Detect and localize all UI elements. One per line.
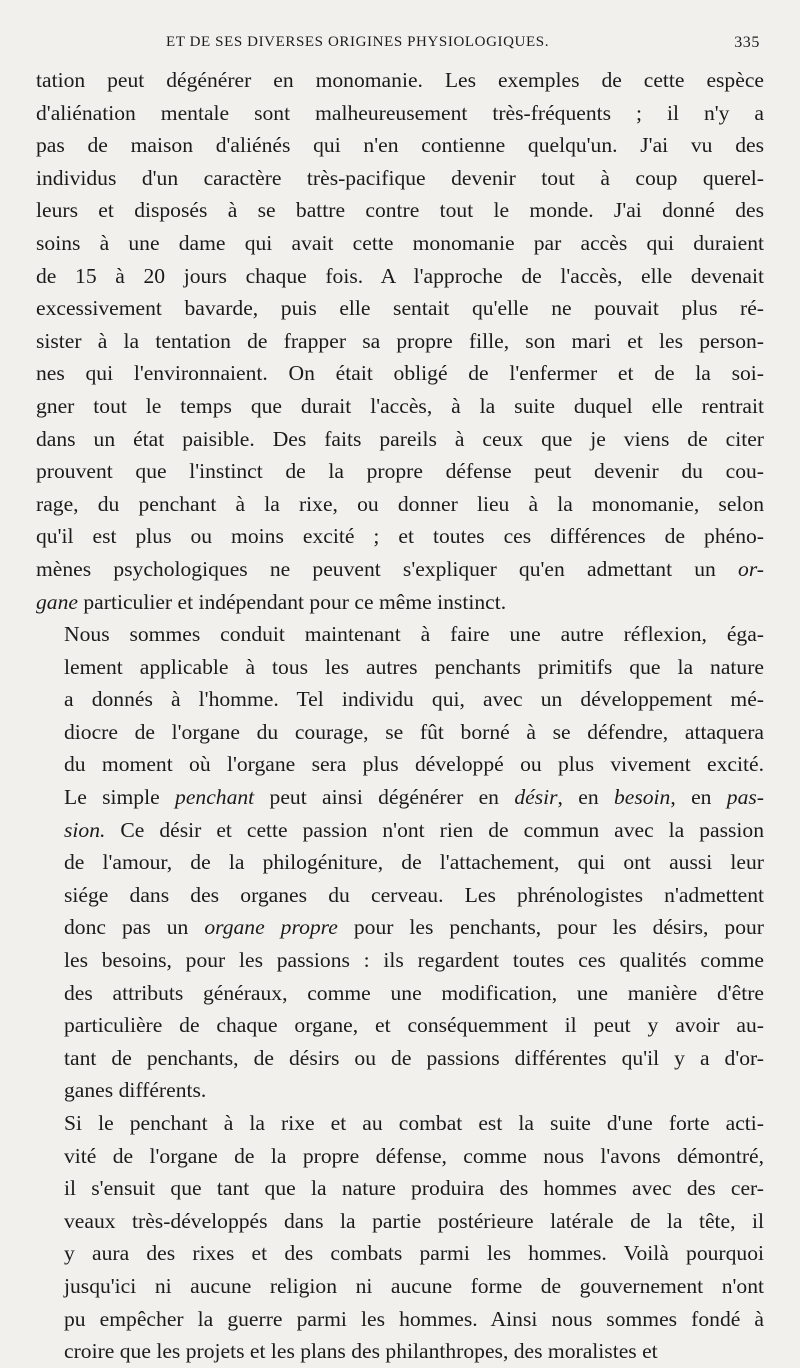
running-header [36, 28, 764, 64]
text-line: de 15 à 20 jours chaque fois. A l'approche de l'accès, elle devenait [36, 263, 764, 288]
italic-word: organe propre [204, 915, 338, 940]
text-line: individus d'un caractère très-pacifique devenir tout à coup querel- [36, 165, 764, 190]
text-line: de l'amour, de la philogéniture, de l'attachement, qui ont aussi leur [64, 850, 764, 875]
text-line: particulière de chaque organe, et conséquemment il peut y avoir au- [64, 1013, 764, 1038]
text-line: tation peut dégénérer en monomanie. Les exemples de cette espèce [36, 68, 764, 92]
text-line: pas de maison d'aliénés qui n'en contienne quelqu'un. J'ai vu des [36, 133, 764, 158]
text-line: Si le penchant à la rixe et au combat est la suite d'une forte acti- [64, 1111, 764, 1135]
italic-word: besoin [613, 785, 671, 810]
italic-word: pas- [726, 785, 764, 810]
text-line: qu'il est plus ou moins excité ; et toutes ces différences de phéno- [36, 524, 764, 549]
text-line: rage, du penchant à la rixe, ou donner lieu à la monomanie, selon [36, 491, 764, 516]
text-line: jusqu'ici ni aucune religion ni aucune forme de gouvernement n'ont [64, 1273, 764, 1298]
text-line: ganes différents. [64, 1078, 207, 1103]
text-line: du moment où l'organe sera plus développé ou plus vivement excité. [64, 752, 764, 777]
text-line: dans un état paisible. Des faits pareils à ceux que je viens de citer [36, 426, 764, 451]
text-line: excessivement bavarde, puis elle sentait qu'elle ne pouvait plus ré- [36, 296, 764, 321]
text-line: veaux très-développés dans la partie postérieure latérale de la tête, il [64, 1208, 764, 1233]
text-line: sion. Ce désir et cette passion n'ont rien de commun avec la passion [64, 817, 764, 842]
paragraph [36, 618, 764, 1107]
text-line: nes qui l'environnaient. On était obligé de l'enfermer et de la soi- [36, 361, 764, 386]
text-line: sister à la tentation de frapper sa propre fille, son mari et les person- [36, 328, 764, 353]
text-line: vité de l'organe de la propre défense, comme nous l'avons démontré, [64, 1143, 764, 1168]
text-line: lement applicable à tous les autres penchants primitifs que la nature [64, 654, 764, 679]
text-line: prouvent que l'instinct de la propre défense peut devenir du cou- [36, 459, 764, 484]
italic-word: désir [514, 785, 558, 810]
text-line: soins à une dame qui avait cette monomanie par accès qui duraient [36, 230, 764, 255]
text-line: Le simple penchant peut ainsi dégénérer en désir, en besoin, en pas- [64, 785, 764, 810]
italic-word: gane [36, 589, 78, 614]
text-line: gner tout le temps que durait l'accès, à la suite duquel elle rentrait [36, 393, 764, 418]
text-line: d'aliénation mentale sont malheureusement très-fréquents ; il n'y a [36, 100, 764, 125]
text-line: diocre de l'organe du courage, se fût borné à se défendre, attaquera [64, 719, 764, 744]
text-line: des attributs généraux, comme une modification, une manière d'être [64, 980, 764, 1005]
text-line: siége dans des organes du cerveau. Les phrénologistes n'admettent [64, 882, 764, 907]
text-line: mènes psychologiques ne peuvent s'expliquer qu'en admettant un or- [36, 556, 764, 581]
text-line: tant de penchants, de désirs ou de passions différentes qu'il y a d'or- [64, 1045, 764, 1070]
text-line: leurs et disposés à se battre contre tout le monde. J'ai donné des [36, 198, 764, 223]
running-title: ET DE SES DIVERSES ORIGINES PHYSIOLOGIQUES. [166, 34, 550, 50]
page-number: 335 [734, 34, 760, 51]
paragraph [36, 1107, 764, 1368]
text-line: y aura des rixes et des combats parmi les hommes. Voilà pourquoi [64, 1241, 764, 1266]
text-line: les besoins, pour les passions : ils regardent toutes ces qualités comme [64, 948, 764, 973]
body-text [36, 64, 764, 1368]
text-line: donc pas un organe propre pour les penchants, pour les désirs, pour [64, 915, 764, 940]
text-line: pu empêcher la guerre parmi les hommes. Ainsi nous sommes fondé à [64, 1306, 764, 1331]
italic-word: or- [738, 556, 764, 581]
text-line: il s'ensuit que tant que la nature produira des hommes avec des cer- [64, 1176, 764, 1201]
paragraph [36, 64, 764, 618]
text-line: gane particulier et indépendant pour ce même instinct. [36, 589, 507, 614]
text-line: a donnés à l'homme. Tel individu qui, avec un développement mé- [64, 687, 764, 712]
text-line: Nous sommes conduit maintenant à faire une autre réflexion, éga- [64, 622, 764, 647]
italic-word: sion. [64, 817, 106, 842]
italic-word: penchant [175, 785, 255, 810]
text-line: croire que les projets et les plans des philanthropes, des moralistes et [64, 1339, 658, 1364]
